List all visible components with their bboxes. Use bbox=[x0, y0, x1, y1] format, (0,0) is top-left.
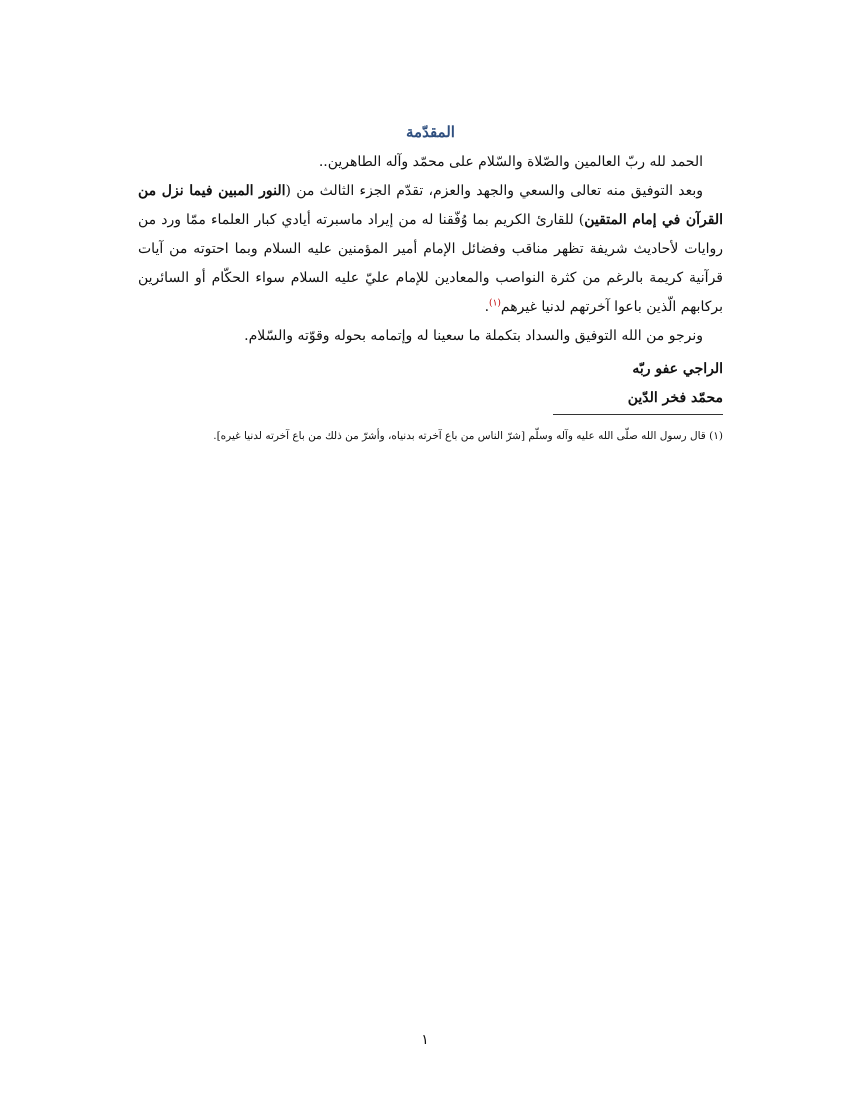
paragraph-intro-part2: ) للقارئ الكريم بما وُفّقنا له من إيراد ماسبرته أيادي كبار العلماء ممّا ورد من روايات لأحاديث شريفة تظهر مناقب وفضائل الإمام أمير المؤمنين عليه السلام وبما احتوته من آيات قرآنية كريمة بالرغم من كثرة النواصب والمعادين للإمام عليّ عليه السلام سواء الحكّام أو السائرين بركابهم الّذين باعوا آخرتهم لدنيا غيرهم bbox=[138, 212, 723, 315]
footnote-separator bbox=[553, 414, 723, 415]
paragraph-closing: ونرجو من الله التوفيق والسداد بتكملة ما سعينا له وإتمامه بحوله وقوّته والسّلام. bbox=[244, 328, 703, 344]
signature-author: محمّد فخر الدّين bbox=[627, 390, 723, 406]
footnote-text: (١) قال رسول الله صلّى الله عليه وآله وسلّم [شرّ الناس من باع آخرته بدنياه، وأشرّ من ذلك من باع آخرته لدنيا غيره]. bbox=[213, 430, 723, 442]
opening-line: الحمد لله ربّ العالمين والصّلاة والسّلام على محمّد وآله الطاهرين.. bbox=[318, 154, 703, 170]
book-title: النور المبين فيما نزل من القرآن في إمام المتقين bbox=[138, 183, 723, 228]
paragraph-intro-end: . bbox=[484, 299, 490, 315]
paragraph-intro bbox=[138, 177, 723, 322]
page-title: المقدّمة bbox=[406, 123, 455, 141]
page-number: ١ bbox=[421, 1032, 429, 1048]
paragraph-intro-part1: وبعد التوفيق منه تعالى والسعي والجهد والعزم، تقدّم الجزء الثالث من ( bbox=[285, 183, 703, 199]
signature-line-1: الراجي عفو ربّه bbox=[632, 361, 723, 377]
document-body bbox=[138, 120, 723, 413]
footnote-reference[interactable]: (١) bbox=[489, 298, 501, 309]
